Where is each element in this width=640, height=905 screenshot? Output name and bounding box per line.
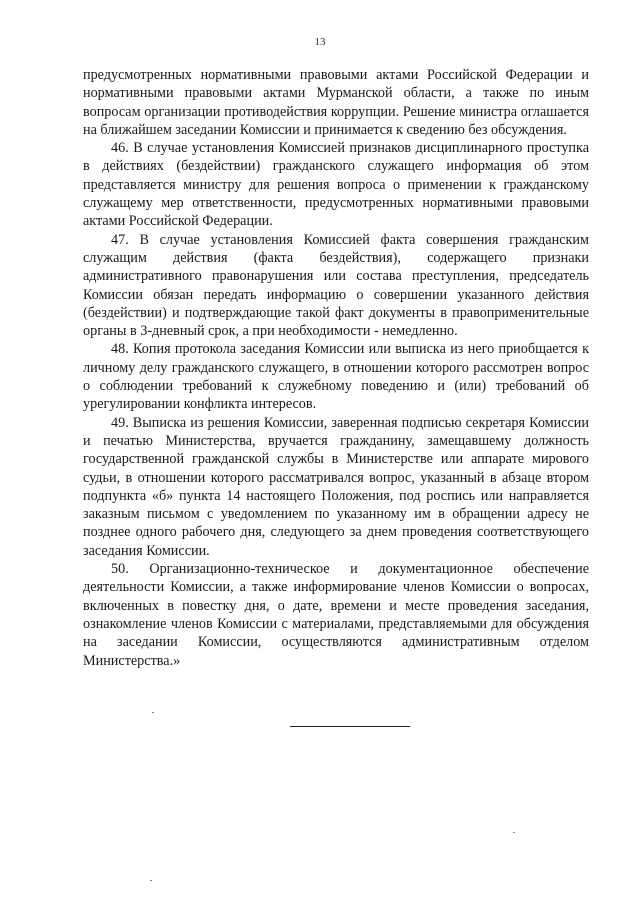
closing-divider-line (290, 726, 410, 727)
scan-speck (513, 832, 515, 833)
scan-speck (150, 880, 152, 881)
paragraph-50: 50. Организационно-техническое и документационное обеспечение деятельности Комиссии, а также информирование членов Комиссии о вопросах, включенных в повестку дня, о дате, времени и месте проведения заседания, ознакомление членов Комиссии с материалами, представляемыми для обсуждения на заседании Комиссии, осуществляются административным отделом Министерства.» (83, 561, 589, 669)
document-body (83, 66, 589, 670)
paragraph-48: 48. Копия протокола заседания Комиссии или выписка из него приобщается к личному делу гражданского служащего, в отношении которого рассмотрен вопрос о соблюдении требований к служебному поведению и (или) требований об урегулировании конфликта интересов. (83, 341, 589, 413)
paragraph-49: 49. Выписка из решения Комиссии, заверенная подписью секретаря Комиссии и печатью Министерства, вручается гражданину, замещавшему должность государственной гражданской службы в Министерстве или аппарате мирового судьи, в отношении которого рассматривался вопрос, указанный в абзаце втором подпункта «б» пункта 14 настоящего Положения, под роспись или направляется заказным письмом с уведомлением по указанному им в обращении адресу не позднее одного рабочего дня, следующего за днем проведения соответствующего заседания Комиссии. (83, 414, 589, 559)
paragraph-continuation: предусмотренных нормативными правовыми актами Российской Федерации и нормативными правовыми актами Мурманской области, а также по иным вопросам организации противодействия коррупции. Решение министра оглашается на ближайшем заседании Комиссии и принимается к сведению без обсуждения. (83, 67, 589, 138)
paragraph-46: 46. В случае установления Комиссией признаков дисциплинарного проступка в действиях (бездействии) гражданского служащего информация об этом представляется министру для решения вопроса о применении к гражданскому служащему мер ответственности, предусмотренных нормативными правовыми актами Российской Федерации. (83, 140, 589, 230)
scan-speck (152, 712, 154, 713)
page-number: 13 (314, 36, 326, 48)
paragraph-47: 47. В случае установления Комиссией факта совершения гражданским служащим действия (факта бездействия), содержащего признаки административного правонарушения или состава преступления, председатель Комиссии обязан передать информацию о совершении указанного действия (бездействии) и подтверждающие такой факт документы в правоприменительные органы в 3-дневный срок, а при необходимости - немедленно. (83, 231, 589, 340)
